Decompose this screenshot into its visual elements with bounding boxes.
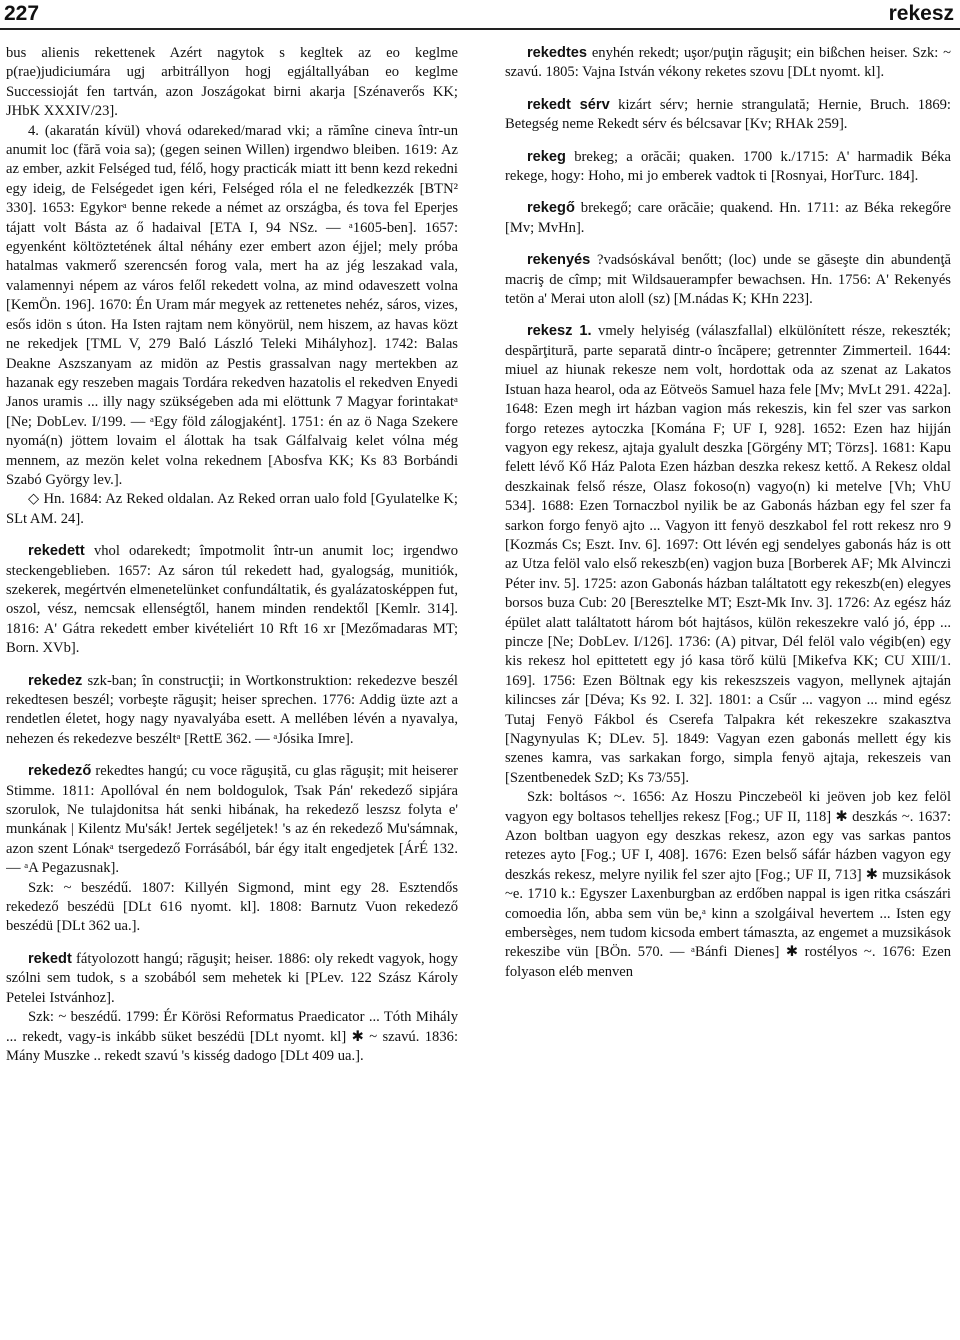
entry-paragraph: [505, 96, 951, 135]
entry-text: kizárt sérv; hernie strangulată; Hernie, Bruch. 1869: Betegség neme Rekedt sérv és bélcsavar [Kv; RHAk 259].: [505, 96, 951, 133]
entry-paragraph: [6, 879, 458, 937]
running-head: rekesz: [888, 2, 954, 25]
dictionary-entry: [6, 950, 458, 1066]
entry-headword: rekedt: [28, 950, 72, 967]
entry-paragraph: [6, 1008, 458, 1066]
entry-text: ◇ Hn. 1684: Az Reked oldalan. Az Reked orran ualo fold [Gyulatelke K; SLt AM. 24].: [6, 491, 458, 527]
entry-text: vhol odarekedt; împotmolit într-un anumit loc; irgendwo steckengeblieben. 1657: Az sáron túl rekedett had, gyalogság, munitiók, szekerek, megértvén elmenetelünket confundáltatik, és gyalázatosképpen fut, oszol, vész, nemcsak ellenségtől, hanem minden rendektől [Kemlr. 314]. 1816: A' Gátra rekedett ember kivételiért 10 Rft 16 xr [Mezőmadaras MT; Born. XVb].: [6, 543, 458, 657]
dictionary-entry: [6, 672, 458, 750]
entry-text: vmely helyiség (válaszfallal) elkülönített része, rekeszték; despărţitură, parte separată dintr-o încăpere; getrennter Zimmerteil. 1644: miuel az hiunak rekesze nem volt, hordottak oda az szenat az Lakatos Istuan haza hearol, oda az Eötveös Samuel haza fele [Mv; MvLt 291. 422a]. 1648: Ezen megh irt házban vagion más rekeszis, kin fel szer vas sarkon forgo retezes aytoczka [Komána F; UF I, 928]. 1652: Ezen haz hijján vagyon egy rekesz, ajtaja gyalult deszka [Görgény MT; Törzs]. 1681: Kapu felett lévő Kő Ház Palota Ezen házban deszka rekesz kettő. A Rekesz oldal deszkainak felső része, Olasz fokoso(n) vagyo(n) ki metelve [Vh; VhU 534]. 1688: Ezen Tornaczbol nyilik be az Gabonás házban egy fel szer fa sarkon forgo fenyö ajto ... Vagyon itt fenyö deszkabol fel rott rekesz nro 9 [Kozmás Cs; Eszt. Inv. 6]. 1697: Ott lévén egj sendelyes gabonás ház is ott az Utza felöl valo első rekeszb(en) vagjon buza [Borberek AF; Mk Alvinczi Péter inv. 5]. 1725: azon Gabonás házban találtatott egy rekeszb(en) elegyes borsos buza Cub: 20 [Beresztelke MT; Eszt-Mk Inv. 3]. 1726: Az egész ház épület alatt találtatott három bót hajtásos, külön rekeszekre való jó, épp ... pincze [Ne; DobLev. I/126]. 1736: (A) pitvar, Dél felöl valo végib(en) egy kis rekesz hol epittetett egy jó kasa törő külü [Mikefva KK; CU XIII/1. 169]. 1756: Ezen Böltnak egy kis rekeszszeis vagyon, mellynek ajtaján kilincses zár [Déva; Ks 92. I. 32]. 1801: a Csűr ... vagyon ... mind egész Tutaj Fenyö Fákbol és Cserefa Talpakra két rekeszekre szakasztva [Nagynyulas K; DLev. 5]. 1849: Vagyan ezen gabonás mellett égy kis szenes kamra, vas sarkakan forgo, simpla fenyö ajtaja, rekeszeis van [Szentbenedek SzD; Ks 73/55].: [505, 323, 951, 786]
page-header: [0, 0, 960, 30]
entry-headword: rekegő: [527, 200, 575, 217]
entry-text: bus alienis rekettenek Azért nagytok s kegltek az eo keglme p(rae)judiciumára ugj arbitrállyon hogj egjáltallyában eo keglme Successioját fen tartván, azon Joszágokat birni akarja [Szénaverős KK; JHbK XXXIV/23].: [6, 45, 458, 120]
entry-paragraph: [505, 788, 951, 982]
entry-paragraph: [6, 762, 458, 878]
left-column: [6, 44, 458, 1334]
entry-paragraph: [505, 322, 951, 788]
entry-text: brekeg; a orăcăi; quaken. 1700 k./1715: A' harmadik Béka rekege, hogy: Hoho, mi jo emberek vadtok ti [Rosnyai, HorTurc. 184].: [505, 148, 951, 185]
entry-text: Szk: boltásos ~. 1656: Az Hoszu Pinczebeöl ki jeöven job kez felöl vagyon egy boltasos tehelljes rekesz [Fog.; UF II, 118] ✱ deszkás ~. 1637: Azon boltban uagyon egy deszkas rekesz, azon egy vas sarkas pantos retezes ayto [Fog.; UF I, 408]. 1676: Ezen belső sáfár házben vagyon egy deszkás rekesz, melyre nyilik fel szer ajto [Fog.; UF II, 713] ✱ muzsikások ~e. 1710 k.: Egyszer Laxenburgban az erdőben nappal is igen ritka császári comoedia lőn, abba sem vün be,ᵃ kinn a szolgáival hevertem ... Isten egy embersèges, nem tudom kicsoda embert támaszta, az engemet a muzsikások rekeszibe vün [BÖn. 570. — ᵃBánfi Dienes] ✱ rostélyos ~. 1676: Ezen folyason eléb menven: [505, 789, 951, 980]
entry-headword: rekeg: [527, 148, 566, 165]
entry-headword: rekenyés: [527, 252, 591, 269]
entry-paragraph: [505, 251, 951, 309]
entry-text: Szk: ~ beszédű. 1807: Killyén Sigmond, mint egy 28. Esztendős rekedező beszédü [DLt 616 nyomt. kl]. 1808: Barnutz Vuon rekedező beszédü [DLt 362 ua.].: [6, 879, 458, 935]
entry-paragraph: [505, 148, 951, 187]
entry-paragraph: [6, 950, 458, 1008]
right-column: [505, 44, 951, 1334]
entry-paragraph: [6, 672, 458, 750]
entry-text: szk-ban; în construcţii; in Wortkonstruktion: rekedezve beszél rekedtesen beszél; vorbeşte răguşit; heiser sprechen. 1776: Addig üzte azt a rendetlen életet, hogy nagy nyavalyába esett. A mellében lévén a nyavalya, nehezen és rekedezve beszéltᵃ [RettE 362. — ᵃJósika Imre].: [6, 672, 458, 747]
entry-paragraph: [6, 490, 458, 529]
entry-text: 4. (akaratán kívül) vhová odareked/marad vki; a rămîne cineva într-un anumit loc (fără voia sa); (gegen seinen Willen) irgendwo bleiben. 1619: Az az ember, azkit Felséged tud, félő, hogy practicák miatt itt benn kezd rekedni egy ideig, de Felségedet igen kéri, Felséged róla el ne feledkezzék [BTN² 330]. 1653: Egykorᵃ benne rekede a német az országba, és tova fel Eperjes tájatt volt Básta az ő hadaival [ETA I, 94 NSz. — ᵃ1605-ben]. 1657: egyenként költöztetének által néhány ezer embert azon éjjel; mely próba hatalmas vakmerő szerencsén forog vala, mert ha az jég leszakad vala, valamennyi népem az város felől rekedett volna, az mind odaveszett volna [KemÖn. 196]. 1670: Én Uram már megyek az rettenetes nehéz, sáros, vizes, esős idön s úton. Ha Isten rajtam nem könyörül, nem hiszem, az havas közt ne rekedjek [TML V, 279 Baló László Teleki Mihályhoz]. 1742: Balas Deakne Aszszanyam az midön az Pestis grassalvan nagy mertekben az hazanak egy reszeben magais Tordára rekedven hazatolis el rekedven Enyedi Janos uramis ... illy nagy szükségeben ada mi elöttunk 7 Magyar forintakatᵃ [Ne; DobLev. I/199. — ᵃEgy föld zálogjaként]. 1751: én az ö Naga Szekere nyomá(n) jöttem lovaim el álottak ha tsak Gálfalvaig kelet vólna még mennem, az mezön kelet volna rekednem [Abosfva KK; Ks 83 Borbándi Szabó György lev.].: [6, 122, 458, 488]
entry-text: fátyolozott hangú; răguşit; heiser. 1886: oly rekedt vagyok, hogy szólni sem tudok, s a szobából sem mehetek ki [PLev. 122 Szász Károly Petelei Istvánhoz].: [6, 950, 458, 1006]
dictionary-entry: [505, 96, 951, 135]
entry-paragraph: [505, 44, 951, 83]
dictionary-entry: [505, 199, 951, 238]
entry-paragraph: [6, 122, 458, 491]
entry-text: enyhén rekedt; uşor/puţin răguşit; ein bißchen heiser. Szk: ~ szavú. 1805: Vajna István vékony reketes szovu [DLt nyomt. kl].: [505, 45, 951, 81]
entry-headword: rekedező: [28, 763, 92, 780]
dictionary-entry: [505, 322, 951, 982]
dictionary-entry: [6, 542, 458, 658]
entry-text: brekegő; care orăcăie; quakend. Hn. 1711: az Béka rekegőre [Mv; MvHn].: [505, 200, 951, 236]
dictionary-entry: [6, 44, 458, 529]
entry-text: Szk: ~ beszédű. 1799: Ér Körösi Reformatus Praedicator ... Tóth Mihály ... rekedt, vagy-is inkább süket beszédü [DLt nyomt. kl] ✱ ~ szavú. 1836: Mány Muszke .. rekedt szavú 's kisség dadogo [DLt 409 ua.].: [6, 1009, 458, 1064]
dictionary-entry: [505, 148, 951, 187]
dictionary-entry: [505, 251, 951, 309]
dictionary-entry: [505, 44, 951, 83]
entry-headword: rekedt sérv: [527, 96, 610, 113]
entry-headword: rekedez: [28, 672, 83, 689]
entry-paragraph: [505, 199, 951, 238]
entry-headword: rekesz 1.: [527, 323, 592, 340]
page-number: 227: [4, 2, 40, 25]
entry-headword: rekedett: [28, 543, 85, 560]
header-rule: [0, 28, 960, 30]
entry-headword: rekedtes: [527, 45, 588, 61]
dictionary-entry: [6, 762, 458, 937]
entry-paragraph: [6, 44, 458, 122]
entry-text: rekedtes hangú; cu voce răguşită, cu glas răguşit; mit heiserer Stimme. 1811: Apollóval én nem boldogulok, Tsak Pán' rekedező sipjára szorulok, Ne tulajdonitsa hát senki hibának, ha rekedező leszsz folyta e' munkának | Kilentz Mu'sák! Jertek segéljetek! 's az én rekedező Mu'sámnak, azon szent Lónakᵃ tsergedező Forrásából, bár égy italt engedjetek [ÁrÉ 132. — ᵃA Pegazusnak].: [6, 763, 458, 877]
entry-text: ?vadsóskával benőtt; (loc) unde se găseşte din abundenţă macriş de cîmp; mit Wildsauerampfer bewachsen. Hn. 1756: A' Rekenyés tetön a' Merai uton aloll (sz) [M.nádas K; KHn 223].: [505, 252, 951, 308]
entry-paragraph: [6, 542, 458, 658]
